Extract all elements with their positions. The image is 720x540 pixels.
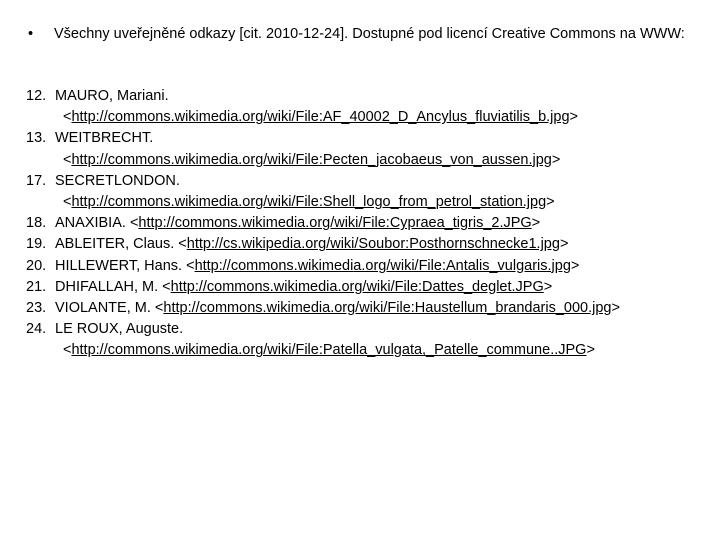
reference-url-wrapper: <http://commons.wikimedia.org/wiki/File:AF_40002_D_Ancylus_fluviatilis_b.jpg> <box>63 109 578 126</box>
reference-item <box>26 256 706 277</box>
reference-number: 24. <box>26 321 47 338</box>
reference-author: WEITBRECHT. <box>55 130 154 147</box>
intro-text: Všechny uveřejněné odkazy [cit. 2010-12-24]. Dostupné pod licencí Creative Commons na WWW: <box>54 26 685 42</box>
reference-number: 23. <box>26 300 47 317</box>
reference-url-wrapper: <http://commons.wikimedia.org/wiki/File:Haustellum_brandaris_000.jpg> <box>154 300 620 317</box>
reference-link[interactable]: http://commons.wikimedia.org/wiki/File:Patella_vulgata,_Patelle_commune..JPG <box>71 342 587 359</box>
reference-number: 12. <box>26 88 47 104</box>
reference-number: 18. <box>26 215 47 232</box>
reference-link[interactable]: http://commons.wikimedia.org/wiki/File:Dattes_deglet.JPG <box>170 278 544 295</box>
reference-item <box>26 319 706 361</box>
reference-number: 13. <box>26 130 47 147</box>
reference-item <box>26 277 706 298</box>
reference-number: 19. <box>26 236 47 253</box>
reference-number: 21. <box>26 278 47 295</box>
reference-author: ANAXIBIA. <box>55 215 126 232</box>
reference-author: VIOLANTE, M. <box>55 300 151 317</box>
reference-link[interactable]: http://commons.wikimedia.org/wiki/File:Haustellum_brandaris_000.jpg <box>163 300 612 317</box>
reference-link[interactable]: http://commons.wikimedia.org/wiki/File:AF_40002_D_Ancylus_fluviatilis_b.jpg <box>71 109 570 126</box>
reference-url-wrapper: <http://commons.wikimedia.org/wiki/File:Patella_vulgata,_Patelle_commune..JPG> <box>63 342 595 359</box>
intro-bullet <box>28 25 698 44</box>
reference-author: DHIFALLAH, M. <box>55 278 159 295</box>
reference-item <box>26 213 706 234</box>
reference-list <box>26 86 706 362</box>
reference-url-wrapper: <http://commons.wikimedia.org/wiki/File:Dattes_deglet.JPG> <box>162 278 553 295</box>
reference-author: MAURO, Mariani. <box>55 88 169 104</box>
reference-link[interactable]: http://commons.wikimedia.org/wiki/File:Shell_logo_from_petrol_station.jpg <box>71 194 547 211</box>
reference-item <box>26 128 706 170</box>
reference-author: ABLEITER, Claus. <box>55 236 175 253</box>
reference-link[interactable]: http://commons.wikimedia.org/wiki/File:Antalis_vulgaris.jpg <box>194 257 571 274</box>
reference-author: LE ROUX, Auguste. <box>55 321 184 338</box>
reference-author: SECRETLONDON. <box>55 172 180 189</box>
reference-link[interactable]: http://commons.wikimedia.org/wiki/File:Pecten_jacobaeus_von_aussen.jpg <box>71 151 552 168</box>
reference-item <box>26 234 706 255</box>
reference-item <box>26 171 706 213</box>
reference-url-wrapper: <http://commons.wikimedia.org/wiki/File:Cypraea_tigris_2.JPG> <box>129 215 541 232</box>
reference-link[interactable]: http://cs.wikipedia.org/wiki/Soubor:Posthornschnecke1.jpg <box>186 236 560 253</box>
reference-url-wrapper: <http://commons.wikimedia.org/wiki/File:Shell_logo_from_petrol_station.jpg> <box>63 194 555 211</box>
reference-number: 17. <box>26 172 47 189</box>
reference-author: HILLEWERT, Hans. <box>55 257 183 274</box>
reference-item <box>26 298 706 319</box>
bullet-icon: • <box>28 26 34 42</box>
reference-link[interactable]: http://commons.wikimedia.org/wiki/File:Cypraea_tigris_2.JPG <box>138 215 532 232</box>
reference-url-wrapper: <http://commons.wikimedia.org/wiki/File:Pecten_jacobaeus_von_aussen.jpg> <box>63 151 561 168</box>
reference-item <box>26 86 706 128</box>
reference-url-wrapper: <http://commons.wikimedia.org/wiki/File:Antalis_vulgaris.jpg> <box>186 257 580 274</box>
reference-number: 20. <box>26 257 47 274</box>
reference-url-wrapper: <http://cs.wikipedia.org/wiki/Soubor:Posthornschnecke1.jpg> <box>178 236 569 253</box>
